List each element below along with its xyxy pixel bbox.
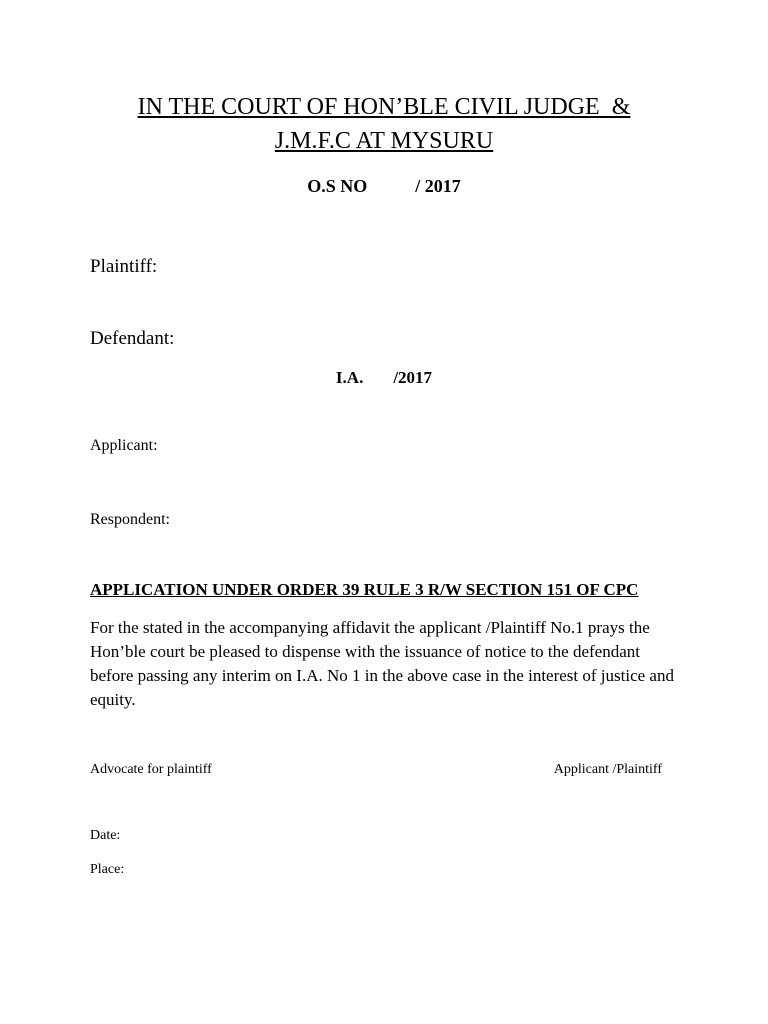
ia-number-prefix: I.A. — [335, 368, 364, 387]
date-label: Date: — [90, 828, 121, 843]
plaintiff-label: Plaintiff: — [90, 256, 158, 277]
defendant-label: Defendant: — [90, 328, 175, 349]
case-number-year: / 2017 — [415, 176, 461, 196]
case-number — [0, 176, 768, 197]
application-heading: APPLICATION UNDER ORDER 39 RULE 3 R/W SECTION 151 OF CPC — [90, 580, 639, 599]
advocate-signature-label: Advocate for plaintiff — [90, 762, 212, 777]
place-label: Place: — [90, 862, 125, 877]
applicant-label: Applicant: — [90, 437, 158, 454]
respondent-label: Respondent: — [90, 511, 170, 528]
application-body: For the stated in the accompanying affidavit the applicant /Plaintiff No.1 prays the Hon’ble court be pleased to dispense with the issuance of notice to the defendant before passing any interim on I.A. No 1 in the above case in the interest of justice and equity. — [90, 618, 674, 709]
case-number-prefix: O.S NO — [307, 176, 368, 196]
ia-number — [0, 368, 768, 388]
court-title-line-1: IN THE COURT OF HON’BLE CIVIL JUDGE & — [137, 94, 631, 120]
applicant-signature-label: Applicant /Plaintiff — [553, 762, 662, 777]
court-title-line-2: J.M.F.C AT MYSURU — [274, 128, 494, 154]
ia-number-year: /2017 — [393, 368, 433, 387]
